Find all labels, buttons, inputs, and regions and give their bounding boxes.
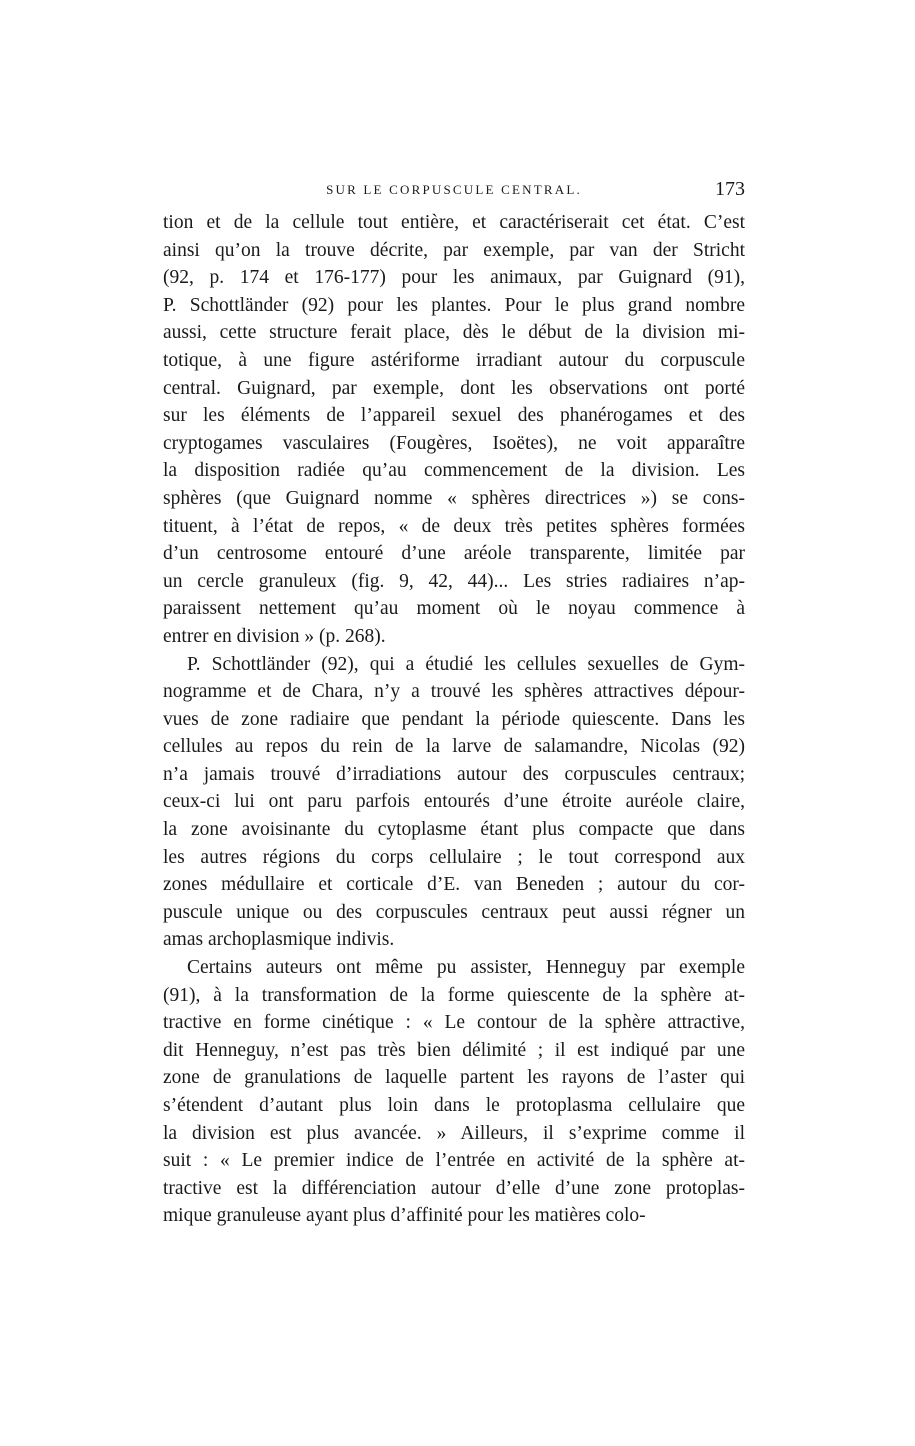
- text-line: la disposition radiée qu’au commencement de la division. Les: [163, 460, 745, 482]
- text-line: s’étendent d’autant plus loin dans le protoplasma cellulaire que: [163, 1095, 745, 1116]
- text-line: tractive en forme cinétique : « Le contour de la sphère attractive,: [163, 1012, 745, 1034]
- text-line: cryptogames vasculaires (Fougères, Isoëtes), ne voit apparaître: [163, 432, 745, 454]
- text-line: zones médullaire et corticale d’E. van Beneden ; autour du cor-: [163, 874, 745, 896]
- text-line: Certains auteurs ont même pu assister, Henneguy par exemple: [187, 957, 745, 979]
- text-line: la division est plus avancée. » Ailleurs, il s’exprime comme il: [163, 1122, 745, 1144]
- text-line: totique, à une figure astériforme irradiant autour du corpuscule: [163, 349, 745, 371]
- running-head: [163, 178, 745, 202]
- text-line: mique granuleuse ayant plus d’affinité pour les matières colo-: [163, 1205, 646, 1227]
- text-line: cellules au repos du rein de la larve de salamandre, Nicolas (92): [163, 736, 745, 758]
- text-line: zone de granulations de laquelle partent les rayons de l’aster qui: [163, 1067, 745, 1089]
- text-line: (91), à la transformation de la forme quiescente de la sphère at-: [163, 984, 745, 1006]
- body-text: [163, 209, 745, 1230]
- text-line: (92, p. 174 et 176-177) pour les animaux, par Guignard (91),: [163, 267, 745, 289]
- text-line: entrer en division » (p. 268).: [163, 625, 386, 647]
- text-line: suit : « Le premier indice de l’entrée en activité de la sphère at-: [163, 1150, 745, 1172]
- text-line: dit Henneguy, n’est pas très bien délimité ; il est indiqué par une: [163, 1039, 745, 1061]
- text-line: d’un centrosome entouré d’une aréole transparente, limitée par: [163, 543, 745, 565]
- text-line: tion et de la cellule tout entière, et caractériserait cet état. C’est: [163, 212, 745, 233]
- text-line: central. Guignard, par exemple, dont les observations ont porté: [163, 377, 745, 399]
- paragraph: [163, 209, 745, 651]
- text-line: aussi, cette structure ferait place, dès le début de la division mi-: [163, 322, 745, 344]
- running-title: SUR LE CORPUSCULE CENTRAL.: [326, 182, 582, 197]
- page-number: 173: [715, 178, 745, 200]
- text-line: la zone avoisinante du cytoplasme étant plus compacte que dans: [163, 819, 745, 841]
- text-line: amas archoplasmique indivis.: [163, 929, 395, 951]
- text-line: paraissent nettement qu’au moment où le noyau commence à: [163, 598, 745, 620]
- text-line: P. Schottländer (92), qui a étudié les cellules sexuelles de Gym-: [187, 653, 745, 675]
- text-line: P. Schottländer (92) pour les plantes. Pour le plus grand nombre: [163, 294, 745, 316]
- text-line: tituent, à l’état de repos, « de deux très petites sphères formées: [163, 515, 745, 537]
- text-line: sur les éléments de l’appareil sexuel des phanérogames et des: [163, 405, 745, 427]
- text-line: ainsi qu’on la trouve décrite, par exemple, par van der Stricht: [163, 239, 745, 261]
- text-line: ceux-ci lui ont paru parfois entourés d’une étroite auréole claire,: [163, 791, 745, 813]
- text-line: n’a jamais trouvé d’irradiations autour des corpuscules centraux;: [163, 763, 745, 785]
- text-line: vues de zone radiaire que pendant la période quiescente. Dans les: [163, 708, 745, 730]
- paragraph: [163, 651, 745, 955]
- text-line: nogramme et de Chara, n’y a trouvé les sphères attractives dépour-: [163, 681, 745, 703]
- text-line: les autres régions du corps cellulaire ; le tout correspond aux: [163, 846, 745, 868]
- paragraph: [163, 954, 745, 1230]
- text-line: tractive est la différenciation autour d’elle d’une zone protoplas-: [163, 1177, 745, 1199]
- text-line: sphères (que Guignard nomme « sphères directrices ») se cons-: [163, 487, 745, 509]
- text-line: un cercle granuleux (fig. 9, 42, 44)... Les stries radiaires n’ap-: [163, 570, 745, 592]
- text-line: puscule unique ou des corpuscules centraux peut aussi régner un: [163, 901, 745, 923]
